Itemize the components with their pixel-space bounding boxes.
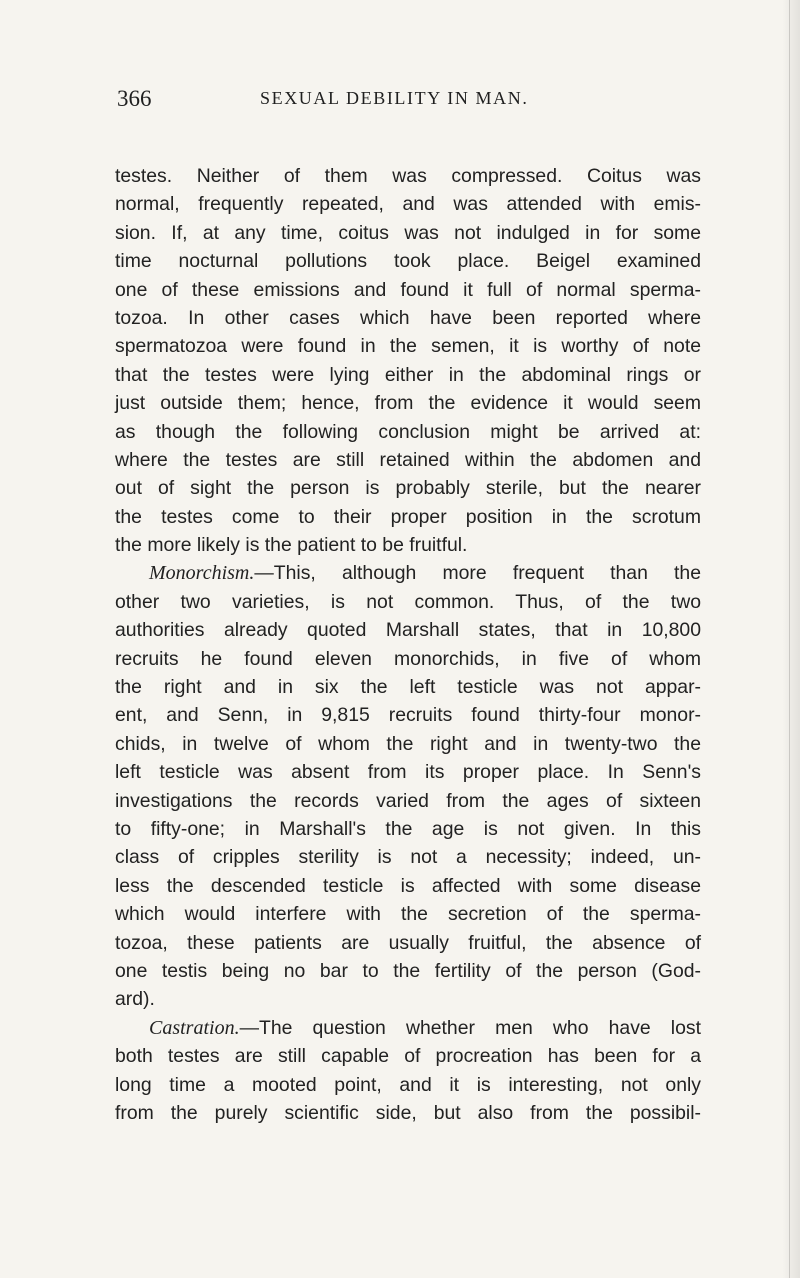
text-line: that the testes were lying either in the abdominal rings or (115, 363, 701, 386)
text-line: ard). (115, 988, 155, 1011)
text-line: the more likely is the patient to be fruitful. (115, 534, 468, 557)
text-line: investigations the records varied from the ages of sixteen (115, 789, 701, 812)
text-line: one testis being no bar to the fertility of the person (God- (115, 959, 701, 982)
text-line: testes. Neither of them was compressed. Coitus was (115, 165, 701, 187)
text-line: chids, in twelve of whom the right and in twenty-two the (115, 732, 701, 755)
text-line: both testes are still capable of procreation has been for a (115, 1045, 701, 1068)
text-line: long time a mooted point, and it is interesting, not only (115, 1073, 701, 1096)
text-line: the testes come to their proper position in the scrotum (115, 505, 701, 528)
text-line: tozoa, these patients are usually fruitful, the absence of (115, 931, 701, 954)
page-edge-line (789, 0, 790, 1278)
text-line: —This, although more frequent than the (254, 562, 701, 585)
page-header (117, 86, 717, 126)
text-line: —The question whether men who have lost (239, 1016, 701, 1039)
text-line: to fifty-one; in Marshall's the age is not given. In this (115, 817, 701, 840)
text-line: other two varieties, is not common. Thus, of the two (115, 590, 701, 613)
text-line: one of these emissions and found it full of normal sperma- (115, 278, 701, 301)
text-line: ent, and Senn, in 9,815 recruits found thirty-four monor- (115, 704, 701, 727)
text-line: spermatozoa were found in the semen, it is worthy of note (115, 335, 701, 358)
text-line: normal, frequently repeated, and was attended with emis- (115, 193, 701, 216)
text-line: recruits he found eleven monorchids, in five of whom (115, 647, 701, 670)
text-line: authorities already quoted Marshall states, that in 10,800 (115, 619, 701, 642)
text-line: as though the following conclusion might be arrived at: (115, 420, 701, 443)
text-line: which would interfere with the secretion of the sperma- (115, 903, 701, 926)
page-edge-shadow (782, 0, 800, 1278)
body-text (115, 162, 701, 1127)
running-title: SEXUAL DEBILITY IN MAN. (260, 88, 529, 108)
page-number: 366 (117, 86, 152, 111)
text-line: class of cripples sterility is not a necessity; indeed, un- (115, 846, 701, 869)
castration-heading: Castration. (149, 1016, 240, 1039)
text-line: from the purely scientific side, but also from the possibil- (115, 1101, 701, 1124)
text-line: left testicle was absent from its proper place. In Senn's (115, 761, 701, 784)
text-line: where the testes are still retained within the abdomen and (115, 448, 701, 471)
text-line: the right and in six the left testicle was not appar- (115, 676, 701, 699)
text-line: tozoa. In other cases which have been reported where (115, 306, 701, 329)
text-line: just outside them; hence, from the evidence it would seem (115, 392, 701, 415)
castration-paragraph-start (115, 1014, 701, 1042)
text-line: sion. If, at any time, coitus was not indulged in for some (115, 221, 701, 244)
text-line: time nocturnal pollutions took place. Beigel examined (115, 250, 701, 273)
text-line: out of sight the person is probably sterile, but the nearer (115, 477, 701, 500)
text-line: less the descended testicle is affected with some disease (115, 874, 701, 897)
monorchism-paragraph-start (115, 559, 701, 587)
monorchism-heading: Monorchism. (149, 562, 255, 585)
